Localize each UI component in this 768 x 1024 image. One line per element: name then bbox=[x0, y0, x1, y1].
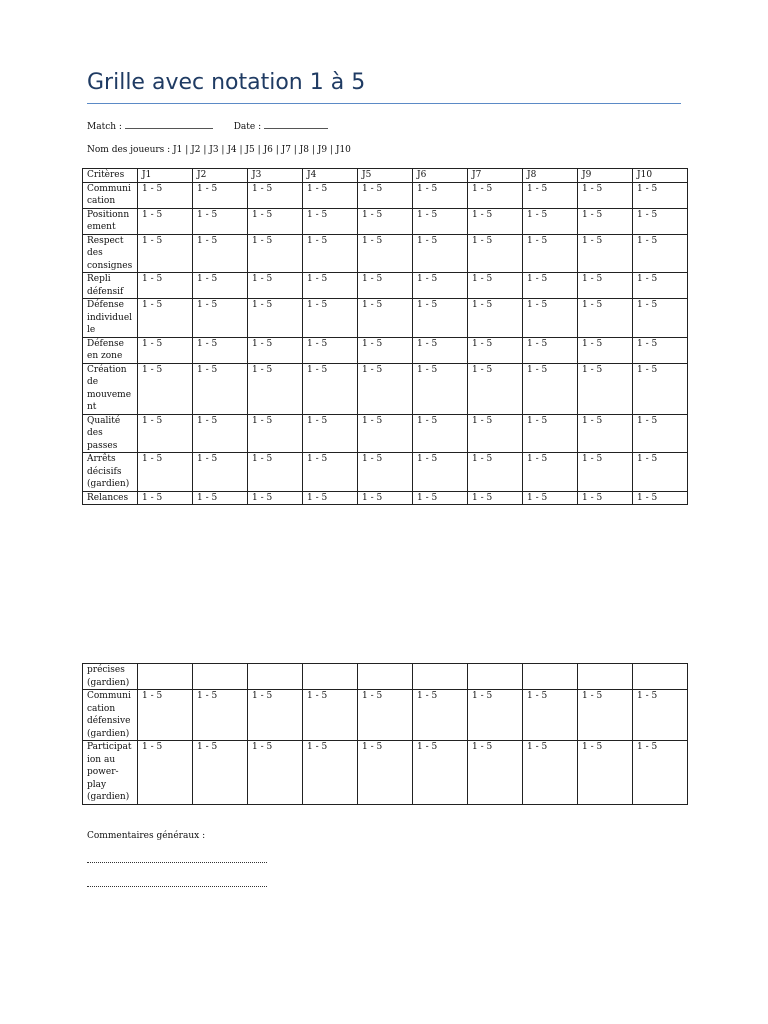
score-cell: 1 - 5 bbox=[193, 491, 248, 505]
criterion-cell: Respect des consignes bbox=[83, 234, 138, 273]
score-cell: 1 - 5 bbox=[523, 208, 578, 234]
score-cell: 1 - 5 bbox=[193, 182, 248, 208]
score-cell: 1 - 5 bbox=[413, 234, 468, 273]
score-cell: 1 - 5 bbox=[248, 234, 303, 273]
score-cell: 1 - 5 bbox=[303, 741, 358, 805]
score-cell: 1 - 5 bbox=[358, 453, 413, 492]
header-player: J2 bbox=[193, 169, 248, 183]
score-cell: 1 - 5 bbox=[358, 690, 413, 741]
score-cell bbox=[138, 664, 193, 690]
score-cell: 1 - 5 bbox=[303, 273, 358, 299]
score-cell: 1 - 5 bbox=[468, 690, 523, 741]
score-cell: 1 - 5 bbox=[523, 299, 578, 338]
score-cell: 1 - 5 bbox=[523, 414, 578, 453]
criterion-cell: Communication défensive (gardien) bbox=[83, 690, 138, 741]
score-cell: 1 - 5 bbox=[358, 337, 413, 363]
score-cell: 1 - 5 bbox=[633, 234, 688, 273]
criterion-cell: Relances bbox=[83, 491, 138, 505]
score-cell: 1 - 5 bbox=[633, 741, 688, 805]
score-cell: 1 - 5 bbox=[248, 491, 303, 505]
score-cell: 1 - 5 bbox=[358, 182, 413, 208]
table-row bbox=[83, 299, 688, 338]
score-cell: 1 - 5 bbox=[248, 741, 303, 805]
header-player: J5 bbox=[358, 169, 413, 183]
score-cell: 1 - 5 bbox=[303, 337, 358, 363]
score-cell: 1 - 5 bbox=[303, 208, 358, 234]
score-cell: 1 - 5 bbox=[193, 690, 248, 741]
score-cell: 1 - 5 bbox=[138, 208, 193, 234]
score-cell: 1 - 5 bbox=[138, 363, 193, 414]
score-cell: 1 - 5 bbox=[303, 182, 358, 208]
score-cell: 1 - 5 bbox=[523, 363, 578, 414]
table-row bbox=[83, 208, 688, 234]
score-cell: 1 - 5 bbox=[138, 741, 193, 805]
score-cell bbox=[248, 664, 303, 690]
score-cell: 1 - 5 bbox=[523, 182, 578, 208]
score-cell: 1 - 5 bbox=[358, 208, 413, 234]
score-cell bbox=[193, 664, 248, 690]
score-cell: 1 - 5 bbox=[413, 273, 468, 299]
score-cell: 1 - 5 bbox=[633, 182, 688, 208]
header-player: J10 bbox=[633, 169, 688, 183]
score-cell: 1 - 5 bbox=[358, 234, 413, 273]
score-cell: 1 - 5 bbox=[303, 491, 358, 505]
table-row bbox=[83, 414, 688, 453]
score-cell: 1 - 5 bbox=[578, 299, 633, 338]
score-cell: 1 - 5 bbox=[578, 182, 633, 208]
header-player: J1 bbox=[138, 169, 193, 183]
score-cell: 1 - 5 bbox=[248, 208, 303, 234]
score-cell: 1 - 5 bbox=[138, 453, 193, 492]
date-blank bbox=[264, 121, 328, 129]
header-player: J3 bbox=[248, 169, 303, 183]
score-cell: 1 - 5 bbox=[193, 208, 248, 234]
score-cell: 1 - 5 bbox=[523, 491, 578, 505]
score-cell: 1 - 5 bbox=[303, 453, 358, 492]
rating-table-continued bbox=[82, 663, 688, 805]
score-cell: 1 - 5 bbox=[523, 690, 578, 741]
score-cell: 1 - 5 bbox=[578, 273, 633, 299]
score-cell: 1 - 5 bbox=[413, 337, 468, 363]
table-row bbox=[83, 363, 688, 414]
score-cell: 1 - 5 bbox=[468, 741, 523, 805]
players-line: Nom des joueurs : J1 | J2 | J3 | J4 | J5 | J6 | J7 | J8 | J9 | J10 bbox=[87, 145, 351, 155]
score-cell: 1 - 5 bbox=[413, 208, 468, 234]
table-row bbox=[83, 182, 688, 208]
comments-label: Commentaires généraux : bbox=[87, 831, 206, 841]
score-cell: 1 - 5 bbox=[138, 182, 193, 208]
score-cell: 1 - 5 bbox=[413, 741, 468, 805]
score-cell: 1 - 5 bbox=[523, 337, 578, 363]
score-cell: 1 - 5 bbox=[358, 363, 413, 414]
score-cell: 1 - 5 bbox=[523, 273, 578, 299]
table-row bbox=[83, 690, 688, 741]
criterion-cell: Arrêts décisifs (gardien) bbox=[83, 453, 138, 492]
score-cell: 1 - 5 bbox=[413, 182, 468, 208]
score-cell: 1 - 5 bbox=[193, 741, 248, 805]
score-cell: 1 - 5 bbox=[523, 741, 578, 805]
criterion-cell: Positionnement bbox=[83, 208, 138, 234]
header-criteria: Critères bbox=[83, 169, 138, 183]
criterion-cell: Communication bbox=[83, 182, 138, 208]
score-cell: 1 - 5 bbox=[193, 453, 248, 492]
score-cell: 1 - 5 bbox=[578, 690, 633, 741]
score-cell: 1 - 5 bbox=[468, 453, 523, 492]
score-cell: 1 - 5 bbox=[248, 299, 303, 338]
score-cell bbox=[468, 664, 523, 690]
score-cell: 1 - 5 bbox=[633, 208, 688, 234]
score-cell: 1 - 5 bbox=[413, 414, 468, 453]
comment-dotted-line bbox=[87, 886, 267, 887]
header-player: J4 bbox=[303, 169, 358, 183]
score-cell: 1 - 5 bbox=[248, 337, 303, 363]
table-row bbox=[83, 337, 688, 363]
score-cell bbox=[303, 664, 358, 690]
page-title: Grille avec notation 1 à 5 bbox=[87, 70, 366, 95]
score-cell: 1 - 5 bbox=[413, 299, 468, 338]
score-cell: 1 - 5 bbox=[193, 234, 248, 273]
score-cell: 1 - 5 bbox=[358, 299, 413, 338]
criterion-cell: Création de mouvement bbox=[83, 363, 138, 414]
criterion-cell: Repli défensif bbox=[83, 273, 138, 299]
score-cell: 1 - 5 bbox=[413, 690, 468, 741]
score-cell bbox=[523, 664, 578, 690]
score-cell: 1 - 5 bbox=[633, 299, 688, 338]
criterion-cell: Qualité des passes bbox=[83, 414, 138, 453]
score-cell: 1 - 5 bbox=[138, 337, 193, 363]
score-cell: 1 - 5 bbox=[303, 690, 358, 741]
score-cell: 1 - 5 bbox=[413, 453, 468, 492]
score-cell: 1 - 5 bbox=[358, 273, 413, 299]
score-cell: 1 - 5 bbox=[578, 453, 633, 492]
date-label: Date : bbox=[233, 122, 262, 132]
score-cell: 1 - 5 bbox=[633, 414, 688, 453]
score-cell: 1 - 5 bbox=[138, 690, 193, 741]
score-cell: 1 - 5 bbox=[303, 363, 358, 414]
score-cell: 1 - 5 bbox=[358, 414, 413, 453]
table-row bbox=[83, 453, 688, 492]
score-cell: 1 - 5 bbox=[193, 363, 248, 414]
score-cell: 1 - 5 bbox=[138, 234, 193, 273]
score-cell: 1 - 5 bbox=[633, 337, 688, 363]
score-cell: 1 - 5 bbox=[523, 234, 578, 273]
score-cell: 1 - 5 bbox=[578, 337, 633, 363]
criterion-cell: Participation au power-play (gardien) bbox=[83, 741, 138, 805]
score-cell: 1 - 5 bbox=[468, 299, 523, 338]
score-cell: 1 - 5 bbox=[193, 299, 248, 338]
score-cell: 1 - 5 bbox=[633, 273, 688, 299]
score-cell: 1 - 5 bbox=[468, 182, 523, 208]
score-cell: 1 - 5 bbox=[468, 414, 523, 453]
table-row bbox=[83, 273, 688, 299]
score-cell: 1 - 5 bbox=[248, 690, 303, 741]
score-cell: 1 - 5 bbox=[468, 234, 523, 273]
score-cell: 1 - 5 bbox=[138, 491, 193, 505]
criterion-cell: Défense en zone bbox=[83, 337, 138, 363]
score-cell: 1 - 5 bbox=[468, 273, 523, 299]
header-player: J7 bbox=[468, 169, 523, 183]
title-underline bbox=[87, 103, 681, 104]
score-cell: 1 - 5 bbox=[413, 491, 468, 505]
score-cell: 1 - 5 bbox=[358, 491, 413, 505]
score-cell: 1 - 5 bbox=[578, 234, 633, 273]
score-cell: 1 - 5 bbox=[578, 414, 633, 453]
score-cell: 1 - 5 bbox=[468, 337, 523, 363]
score-cell: 1 - 5 bbox=[248, 363, 303, 414]
score-cell bbox=[633, 664, 688, 690]
comment-dotted-line bbox=[87, 862, 267, 863]
score-cell: 1 - 5 bbox=[138, 299, 193, 338]
rating-table bbox=[82, 168, 688, 505]
table-row bbox=[83, 234, 688, 273]
score-cell: 1 - 5 bbox=[523, 453, 578, 492]
criterion-cell: précises (gardien) bbox=[83, 664, 138, 690]
score-cell bbox=[578, 664, 633, 690]
score-cell: 1 - 5 bbox=[468, 208, 523, 234]
score-cell bbox=[413, 664, 468, 690]
score-cell: 1 - 5 bbox=[303, 234, 358, 273]
score-cell: 1 - 5 bbox=[193, 337, 248, 363]
score-cell: 1 - 5 bbox=[578, 363, 633, 414]
score-cell: 1 - 5 bbox=[138, 273, 193, 299]
score-cell: 1 - 5 bbox=[578, 491, 633, 505]
score-cell: 1 - 5 bbox=[358, 741, 413, 805]
score-cell: 1 - 5 bbox=[303, 299, 358, 338]
score-cell: 1 - 5 bbox=[633, 491, 688, 505]
match-blank bbox=[125, 121, 213, 129]
score-cell: 1 - 5 bbox=[578, 741, 633, 805]
score-cell: 1 - 5 bbox=[248, 273, 303, 299]
match-date-line bbox=[87, 121, 328, 132]
score-cell: 1 - 5 bbox=[303, 414, 358, 453]
criterion-cell: Défense individuelle bbox=[83, 299, 138, 338]
score-cell: 1 - 5 bbox=[468, 363, 523, 414]
score-cell: 1 - 5 bbox=[578, 208, 633, 234]
score-cell bbox=[358, 664, 413, 690]
score-cell: 1 - 5 bbox=[138, 414, 193, 453]
score-cell: 1 - 5 bbox=[633, 690, 688, 741]
score-cell: 1 - 5 bbox=[193, 273, 248, 299]
match-label: Match : bbox=[87, 122, 122, 132]
table-row bbox=[83, 741, 688, 805]
table-row bbox=[83, 664, 688, 690]
score-cell: 1 - 5 bbox=[248, 453, 303, 492]
header-player: J8 bbox=[523, 169, 578, 183]
header-player: J9 bbox=[578, 169, 633, 183]
score-cell: 1 - 5 bbox=[248, 414, 303, 453]
score-cell: 1 - 5 bbox=[413, 363, 468, 414]
score-cell: 1 - 5 bbox=[633, 453, 688, 492]
table-header-row bbox=[83, 169, 688, 183]
score-cell: 1 - 5 bbox=[633, 363, 688, 414]
table-row bbox=[83, 491, 688, 505]
score-cell: 1 - 5 bbox=[248, 182, 303, 208]
score-cell: 1 - 5 bbox=[468, 491, 523, 505]
score-cell: 1 - 5 bbox=[193, 414, 248, 453]
header-player: J6 bbox=[413, 169, 468, 183]
